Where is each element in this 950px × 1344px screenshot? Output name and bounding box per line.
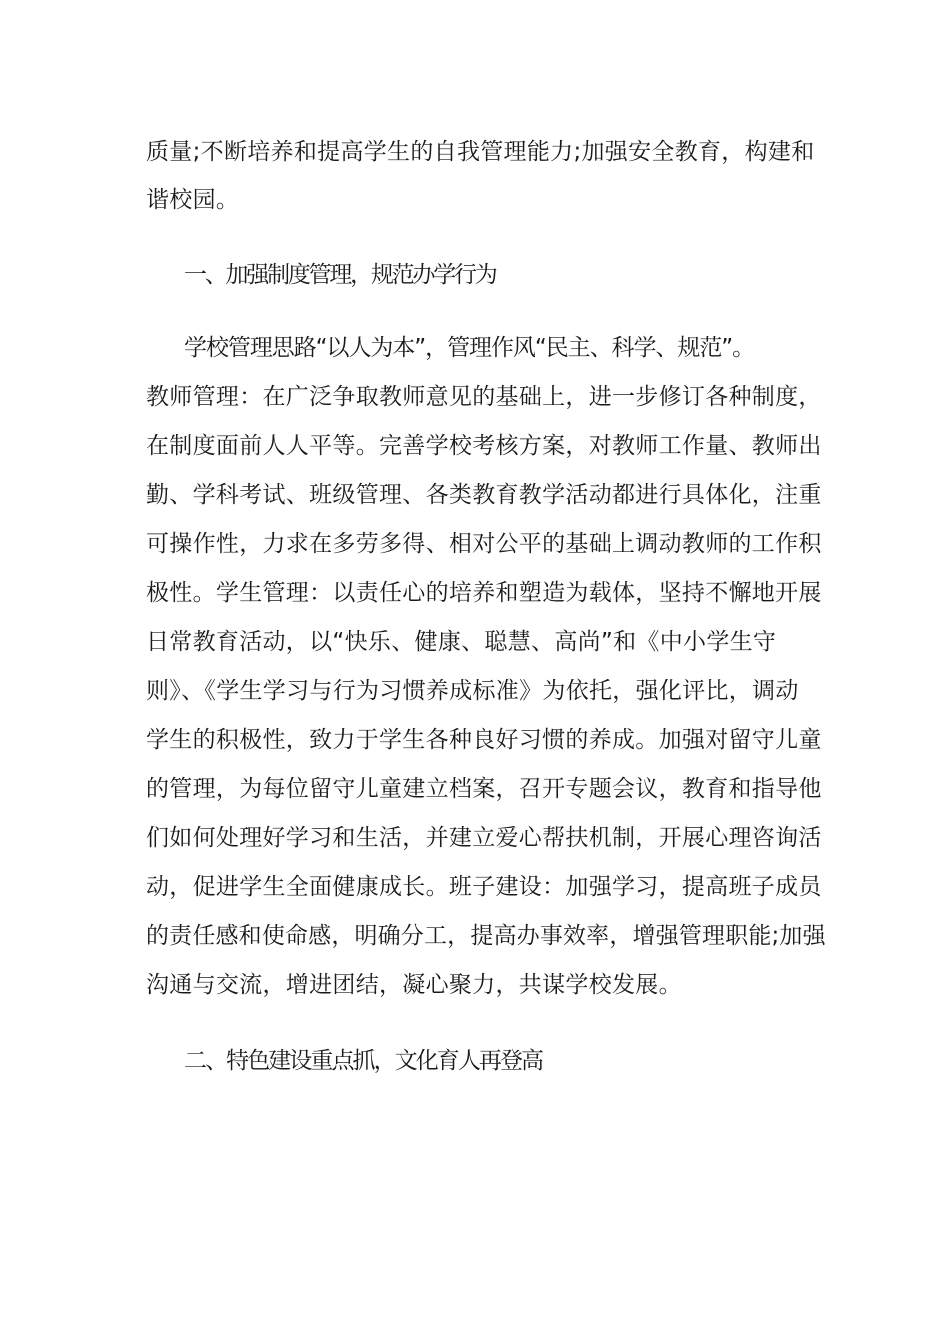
section1-line-12: 动，促进学生全面健康成长。班子建设：加强学习，提高班子成员 bbox=[146, 874, 822, 900]
section1-line-4: 勤、学科考试、班级管理、各类教育教学活动都进行具体化，注重 bbox=[146, 482, 822, 508]
section1-line-13: 的责任感和使命感，明确分工，提高办事效率，增强管理职能;加强 bbox=[146, 923, 826, 949]
section1-line-10: 的管理，为每位留守儿童建立档案，召开专题会议，教育和指导他 bbox=[146, 776, 822, 802]
section1-heading: 一、加强制度管理，规范办学行为 bbox=[184, 262, 496, 288]
section1-line-2: 教师管理：在广泛争取教师意见的基础上，进一步修订各种制度， bbox=[146, 384, 822, 410]
section1-line-11: 们如何处理好学习和生活，并建立爱心帮扶机制，开展心理咨询活 bbox=[146, 825, 822, 851]
intro-line-1: 质量;不断培养和提高学生的自我管理能力;加强安全教育，构建和 bbox=[146, 139, 815, 165]
section1-line-3: 在制度面前人人平等。完善学校考核方案，对教师工作量、教师出 bbox=[146, 433, 822, 459]
section1-line-8: 则》、《学生学习与行为习惯养成标准》为依托，强化评比，调动 bbox=[146, 678, 799, 704]
section1-line-7: 日常教育活动，以“快乐、健康、聪慧、高尚”和《中小学生守 bbox=[146, 629, 777, 655]
section1-line-5: 可操作性，力求在多劳多得、相对公平的基础上调动教师的工作积 bbox=[146, 531, 822, 557]
section1-line-6: 极性。学生管理：以责任心的培养和塑造为载体，坚持不懈地开展 bbox=[146, 580, 822, 606]
section1-line-1: 学校管理思路“以人为本”，管理作风“民主、科学、规范”。 bbox=[184, 335, 755, 361]
section1-line-14: 沟通与交流，增进团结，凝心聚力，共谋学校发展。 bbox=[146, 972, 682, 998]
section1-line-9: 学生的积极性，致力于学生各种良好习惯的养成。加强对留守儿童 bbox=[146, 727, 822, 753]
intro-line-2: 谐校园。 bbox=[146, 187, 240, 213]
section2-heading: 二、特色建设重点抓，文化育人再登高 bbox=[184, 1048, 543, 1074]
